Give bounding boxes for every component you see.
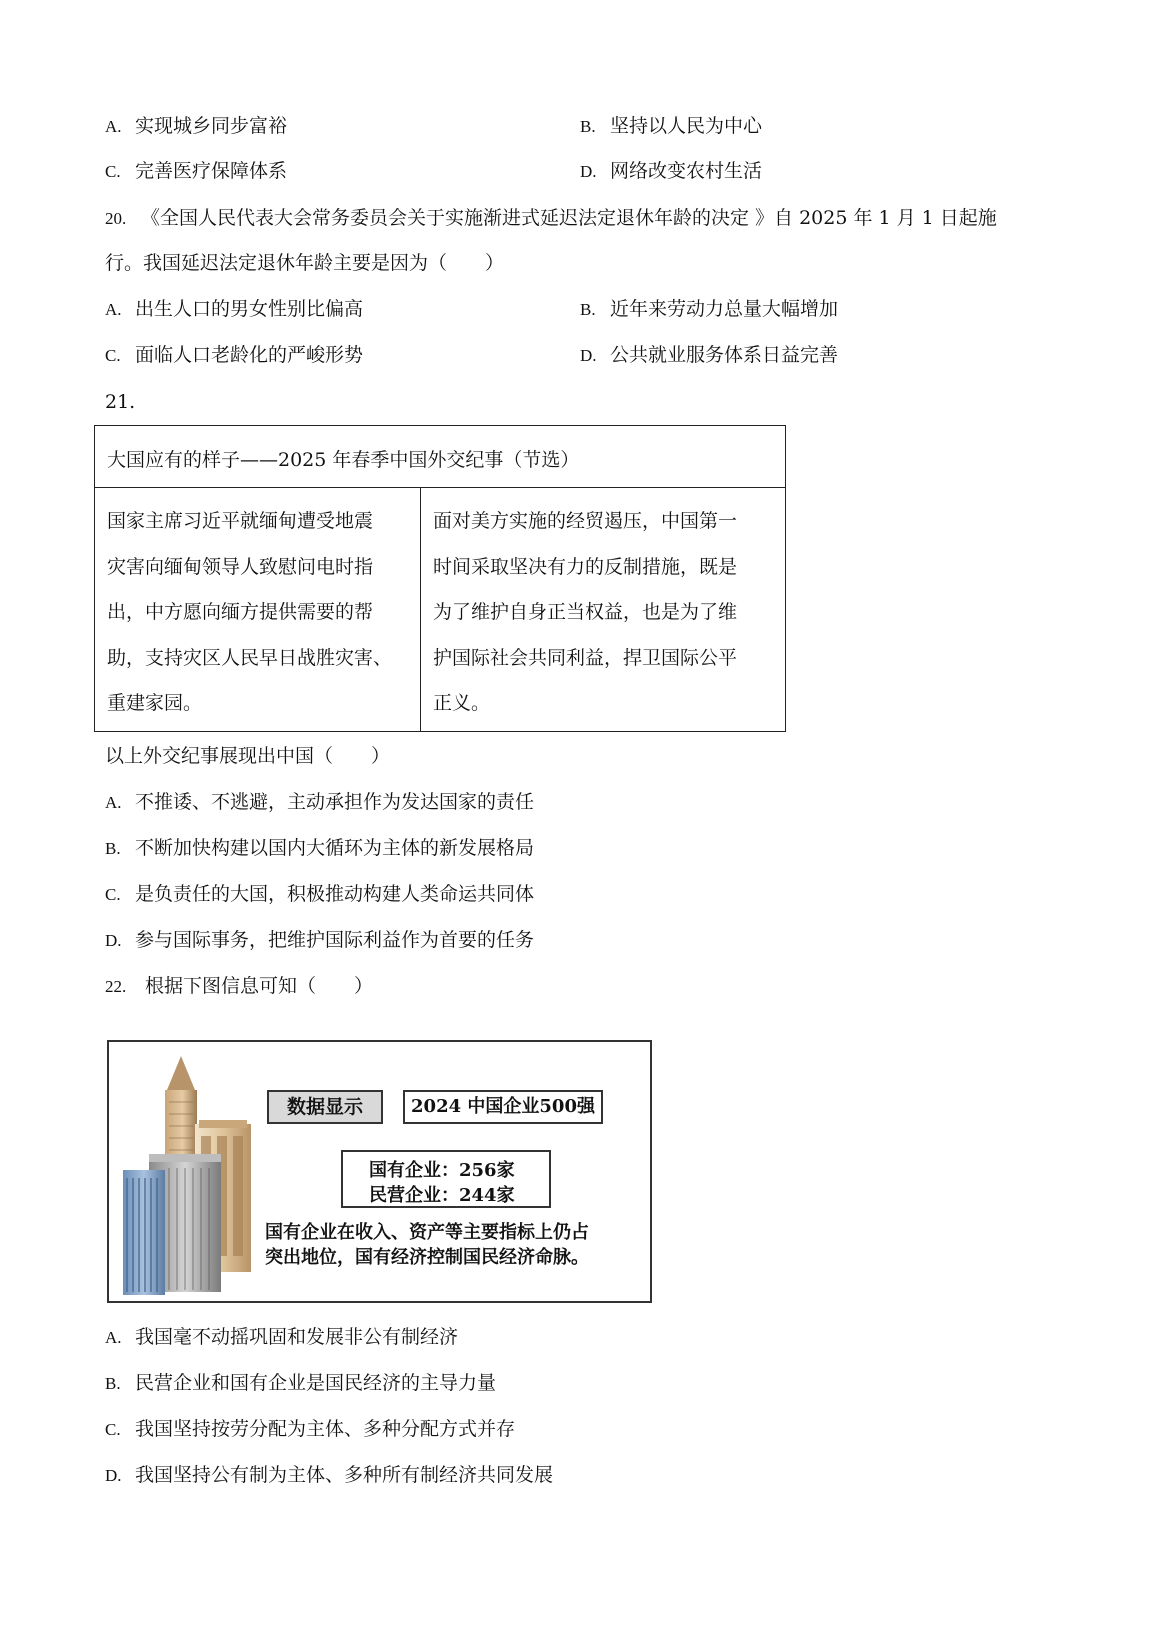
option-text: 近年来劳动力总量大幅增加 — [610, 298, 839, 320]
table-text-line: 出，中方愿向缅方提供需要的帮 — [107, 601, 374, 623]
data-display-tag: 数据显示 — [267, 1090, 383, 1124]
table-text-line: 面对美方实施的经贸遏压，中国第一 — [433, 510, 738, 532]
q19-option-d[interactable] — [580, 159, 762, 184]
option-text: 我国坚持按劳分配为主体、多种分配方式并存 — [135, 1418, 516, 1440]
option-label: D. — [580, 346, 597, 365]
q20-stem-line2: 行。我国延迟法定退休年龄主要是因为（ ） — [105, 252, 505, 274]
option-label: B. — [580, 300, 596, 319]
table-text-line: 时间采取坚决有力的反制措施，既是 — [433, 556, 738, 578]
option-label: B. — [105, 1374, 121, 1393]
option-text: 完善医疗保障体系 — [135, 160, 288, 182]
q19-option-a[interactable] — [105, 114, 287, 139]
question-number: 22. — [105, 977, 127, 996]
option-label: D. — [105, 1466, 122, 1485]
option-label: A. — [105, 117, 122, 136]
option-text: 不推诿、不逃避，主动承担作为发达国家的责任 — [135, 791, 535, 813]
option-text: 坚持以人民为中心 — [610, 115, 763, 137]
table-text-line: 护国际社会共同利益，捍卫国际公平 — [433, 647, 738, 669]
figure-note-line: 国有企业在收入、资产等主要指标上仍占 — [265, 1222, 589, 1243]
q20-option-c[interactable] — [105, 343, 363, 368]
q21-number: 21. — [105, 391, 136, 413]
table-text-line: 正义。 — [433, 692, 491, 714]
figure-note-line: 突出地位，国有经济控制国民经济命脉。 — [265, 1247, 589, 1268]
table-text-line: 重建家园。 — [107, 692, 203, 714]
option-label: D. — [580, 162, 597, 181]
q21-option-b[interactable] — [105, 836, 534, 861]
option-text: 面临人口老龄化的严峻形势 — [135, 344, 364, 366]
q21-option-a[interactable] — [105, 790, 534, 815]
option-label: D. — [105, 931, 122, 950]
question-text: 《全国人民代表大会常务委员会关于实施渐进式延迟法定退休年龄的决定 》自 2025 年 1 月 1 日起施 — [141, 207, 997, 229]
q22-stem — [105, 974, 373, 999]
option-label: C. — [105, 346, 121, 365]
q22-option-d[interactable] — [105, 1463, 553, 1488]
option-text: 是负责任的大国，积极推动构建人类命运共同体 — [135, 883, 535, 905]
table-text-line: 灾害向缅甸领导人致慰问电时指 — [107, 556, 374, 578]
option-label: B. — [580, 117, 596, 136]
private-count: 民营企业：244家 — [369, 1185, 515, 1206]
buildings-illustration — [109, 1042, 259, 1301]
state-owned-count: 国有企业：256家 — [369, 1160, 515, 1181]
q20-option-a[interactable] — [105, 297, 363, 322]
q22-option-b[interactable] — [105, 1371, 496, 1396]
option-label: C. — [105, 885, 121, 904]
table-text-line: 为了维护自身正当权益，也是为了维 — [433, 601, 738, 623]
table-cell-right — [421, 488, 785, 732]
option-text: 我国坚持公有制为主体、多种所有制经济共同发展 — [135, 1464, 554, 1486]
q19-option-b[interactable] — [580, 114, 762, 139]
option-label: A. — [105, 1328, 122, 1347]
q22-option-a[interactable] — [105, 1325, 458, 1350]
q19-option-c[interactable] — [105, 159, 287, 184]
option-text: 公共就业服务体系日益完善 — [610, 344, 839, 366]
question-number: 20. — [105, 209, 127, 228]
q20-option-d[interactable] — [580, 343, 838, 368]
table-text-line: 助，支持灾区人民早日战胜灾害、 — [107, 647, 393, 669]
option-label: C. — [105, 1420, 121, 1439]
q21-stem: 以上外交纪事展现出中国（ ） — [105, 745, 391, 767]
option-text: 不断加快构建以国内大循环为主体的新发展格局 — [135, 837, 535, 859]
table-title: 大国应有的样子——2025 年春季中国外交纪事（节选） — [107, 449, 580, 471]
q20-stem-line1 — [105, 206, 997, 231]
option-text: 民营企业和国有企业是国民经济的主导力量 — [135, 1372, 497, 1394]
question-text: 根据下图信息可知（ ） — [145, 975, 374, 997]
option-label: C. — [105, 162, 121, 181]
option-text: 出生人口的男女性别比偏高 — [135, 298, 364, 320]
option-text: 实现城乡同步富裕 — [135, 115, 288, 137]
q21-option-c[interactable] — [105, 882, 534, 907]
enterprise-500-figure — [107, 1040, 652, 1303]
q20-option-b[interactable] — [580, 297, 838, 322]
option-label: B. — [105, 839, 121, 858]
table-cell-left — [95, 488, 421, 732]
top500-tag: 2024 中国企业500强 — [403, 1090, 603, 1124]
option-label: A. — [105, 793, 122, 812]
enterprise-count-box — [341, 1150, 551, 1208]
option-label: A. — [105, 300, 122, 319]
table-text-line: 国家主席习近平就缅甸遭受地震 — [107, 510, 374, 532]
option-text: 网络改变农村生活 — [610, 160, 763, 182]
table-header — [95, 426, 785, 488]
q22-option-c[interactable] — [105, 1417, 515, 1442]
diplomacy-table — [94, 425, 786, 732]
option-text: 我国毫不动摇巩固和发展非公有制经济 — [135, 1326, 459, 1348]
q21-option-d[interactable] — [105, 928, 534, 953]
option-text: 参与国际事务，把维护国际利益作为首要的任务 — [135, 929, 535, 951]
